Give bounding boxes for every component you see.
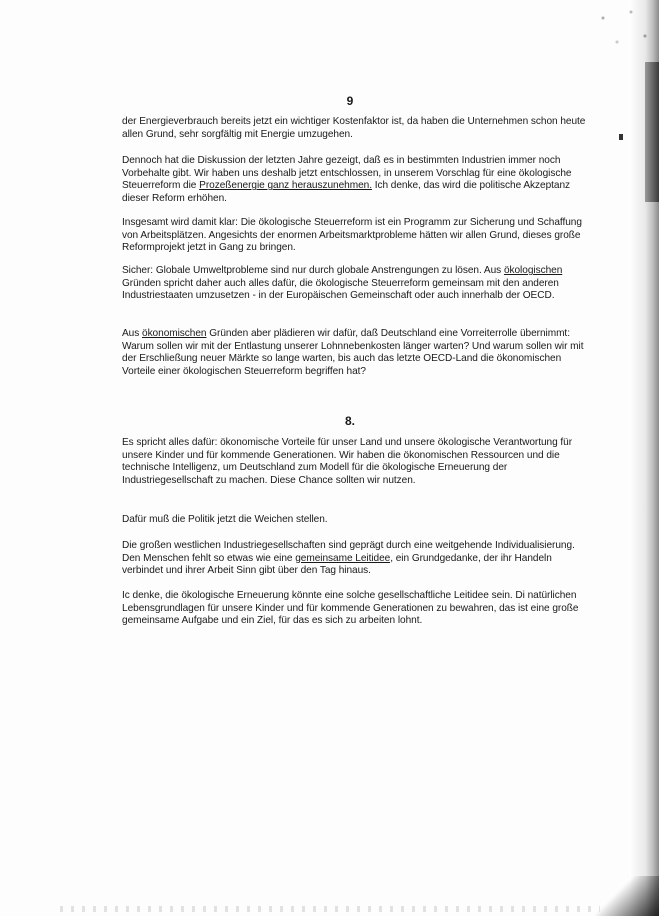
paragraph-text: ein Grundgedanke, der ihr Handeln verbindet und ihrer Arbeit Sinn gibt über den Tag hinaus. bbox=[122, 552, 552, 577]
paragraph-text: Die großen westlichen Industriegesellschaften sind geprägt durch eine weitgehende Individualisierung. Den Menschen fehlt so etwas wie eine bbox=[122, 540, 575, 564]
scan-binding-mark bbox=[645, 62, 659, 202]
underlined-word: ökonomischen bbox=[142, 328, 207, 339]
paragraph-text: Gründen spricht daher auch alles dafür, die ökologische Steuerreform gemeinsam mit den anderen Industriestaaten umzusetzen - in der Europäischen Gemeinschaft oder auch innerhalb der OECD. bbox=[122, 277, 559, 302]
underlined-phrase: Prozeßenergie ganz herauszunehmen. bbox=[199, 180, 372, 192]
paragraph: Insgesamt wird damit klar: Die ökologische Steuerreform ist ein Programm zur Sicherung und Schaffung von Arbeitsplätzen. Angesichts der enormen Arbeitsmarktprobleme hätten wir allen Grund, dieses große Reformprojekt jetzt in Gang zu bringen. bbox=[122, 217, 582, 254]
scan-noise bbox=[589, 0, 659, 60]
paragraph-text: Ich denke, das wird die politische Akzeptanz dieser Reform erhöhen. bbox=[122, 180, 571, 204]
paragraph-text: Dennoch hat die Diskussion der letzten Jahre gezeigt, daß es in bestimmten Industrien immer noch Vorbehalte gibt. Wir haben uns deshalb jetzt entschlossen, in unserem Vorschlag für eine ökologische Steuerreform die bbox=[122, 155, 572, 192]
paragraph: Ic denke, die ökologische Erneuerung könnte eine solche gesellschaftliche Leitidee sein. Di natürlichen Lebensgrundlagen für unsere Kinder und für kommende Generationen zu bewahren, das ist eine große gemeinsame Aufgabe und ein Ziel, für das es sich zu arbeiten lohnt. bbox=[122, 590, 579, 627]
paragraph: Es spricht alles dafür: ökonomische Vorteile für unser Land und unsere ökologische Verantwortung für unsere Kinder und für kommende Generationen. Wir haben die ökonomischen Ressourcen und die technische Intelligenz, um Deutschland zum Modell für die ökologische Erneuerung der Industriegesellschaft zu machen. Diese Chance sollten wir nutzen. bbox=[122, 437, 573, 486]
underlined-word: ökologischen bbox=[503, 265, 563, 276]
paragraph-text: Gründen aber plädieren wir dafür, daß Deutschland eine Vorreiterrolle übernimmt: Warum sollen wir mit der Entlastung unserer Lohnnebenkosten länger warten? Und warum sollen wir mit der Erschließung neuer Märkte so lange warten, bis auch das letzte OECD-Land die ökonomischen Vorteile einer ökologischen Steuerreform begriffen hat? bbox=[122, 328, 584, 377]
paragraph bbox=[122, 328, 592, 378]
section-number: 8. bbox=[344, 414, 355, 428]
underlined-phrase: gemeinsame Leitidee, bbox=[295, 552, 393, 564]
paragraph bbox=[122, 265, 592, 303]
page-number: 9 bbox=[346, 94, 354, 108]
paragraph-text: Aus bbox=[122, 328, 142, 339]
margin-mark bbox=[619, 134, 623, 140]
paragraph bbox=[122, 155, 592, 205]
paragraph: Dafür muß die Politik jetzt die Weichen stellen. bbox=[122, 514, 328, 525]
paragraph-text: Sicher: Globale Umweltprobleme sind nur durch globale Anstrengungen zu lösen. Aus bbox=[122, 265, 504, 276]
scan-bottom-noise bbox=[60, 906, 600, 912]
paragraph: der Energieverbrauch bereits jetzt ein wichtiger Kostenfaktor ist, da haben die Unternehmen schon heute allen Grund, sehr sorgfältig mit Energie umzugehen. bbox=[122, 116, 586, 140]
paragraph bbox=[122, 540, 592, 578]
